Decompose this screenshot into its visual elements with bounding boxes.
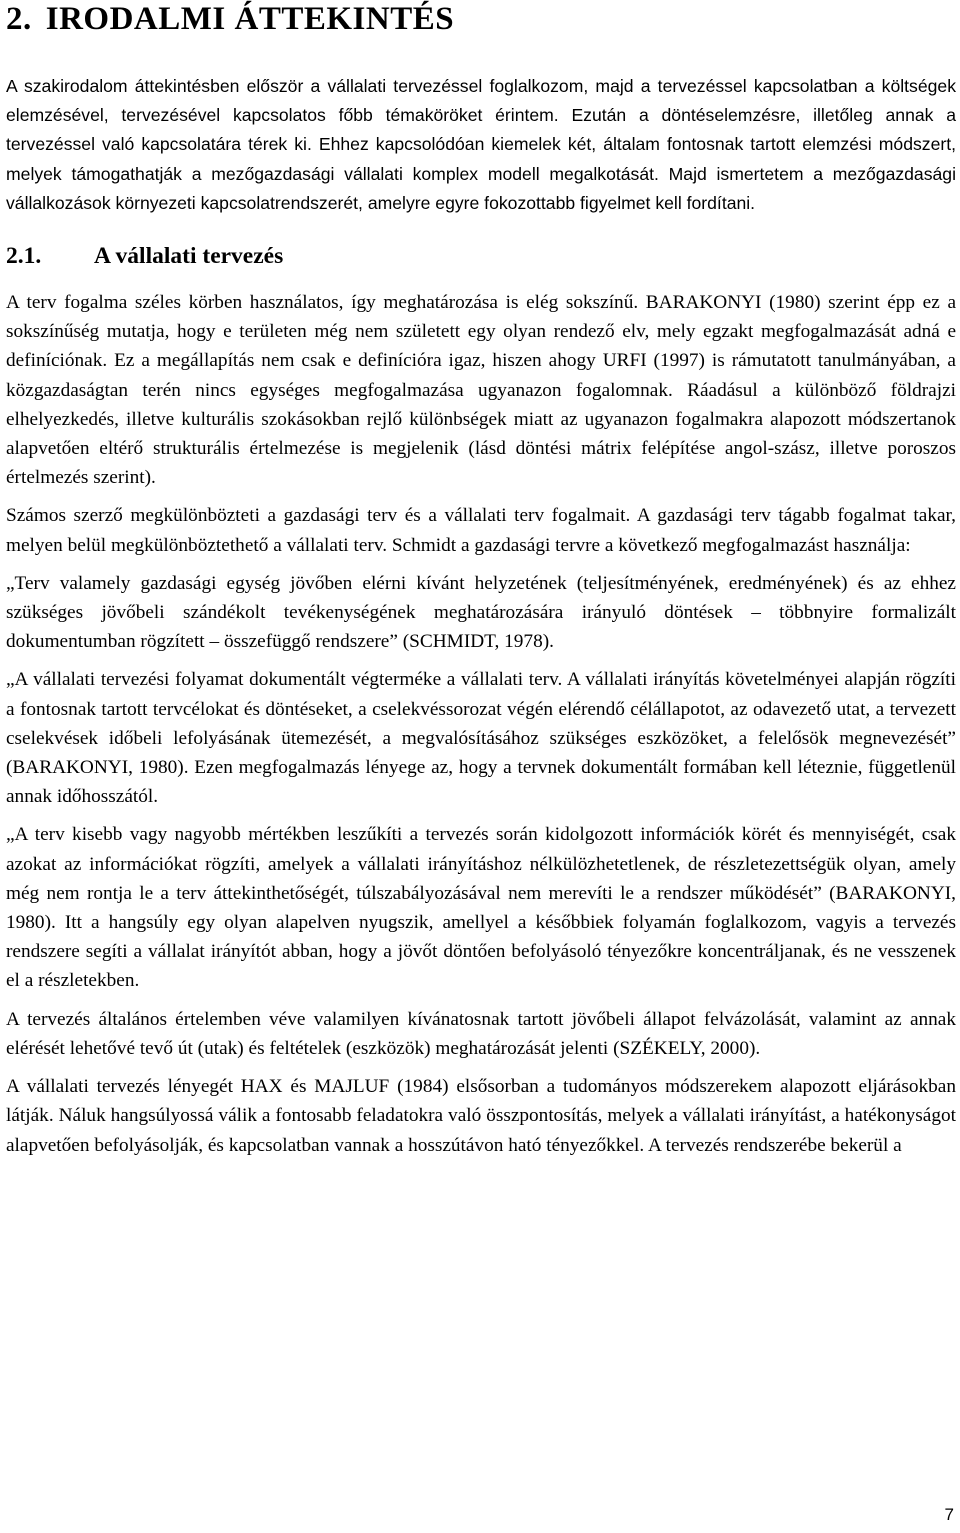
section-title <box>6 236 956 276</box>
intro-paragraph: A szakirodalom áttekintésben először a vállalati tervezéssel foglalkozom, majd a tervezéssel kapcsolatban a költségek elemzésével, tervezésével kapcsolatos főbb témaköröket érintem. Ezután a döntéselemzésre, illetőleg annak a tervezéssel való kapcsolatára térek ki. Ehhez kapcsolódóan kiemelek két, általam fontosnak tartott elemzési módszert, melyek támogathatják a mezőgazdasági vállalati komplex modell megalkotását. Majd ismertetem a mezőgazdasági vállalkozások környezeti kapcsolatrendszerét, amelyre egyre fokozottabb figyelmet kell fordítani. <box>6 76 956 213</box>
quote-paragraph: „Terv valamely gazdasági egység jövőben elérni kívánt helyzetének (teljesítményének, eredményének) és az ehhez szükséges jövőbeli szándékolt tevékenységének meghatározására irányuló döntések – többnyire formalizált dokumentumban rögzített – összefüggő rendszere” (SCHMIDT, 1978). <box>6 572 956 653</box>
document-page <box>6 0 956 1160</box>
chapter-number: 2. <box>6 1 32 37</box>
body-paragraph: A tervezés általános értelemben véve valamilyen kívánatosnak tartott jövőbeli állapot felvázolását, valamint az annak elérését lehetővé tevő út (utak) és feltételek (eszközök) meghatározását jelenti (SZÉKELY, 2000). <box>6 1008 956 1059</box>
section-title-text: A vállalati tervezés <box>94 243 284 270</box>
page-number: 7 <box>944 1505 954 1524</box>
body-paragraph: Számos szerző megkülönbözteti a gazdasági terv és a vállalati terv fogalmait. A gazdasági terv tágabb fogalmat takar, melyen belül megkülönböztethető a vállalati terv. Schmidt a gazdasági tervre a következő megfogalmazást használja: <box>6 505 956 556</box>
body-paragraph: A terv fogalma széles körben használatos, így meghatározása is elég sokszínű. BARAKONYI (1980) szerint épp ez a sokszínűség mutatja, hogy e területen még nem született egy olyan rendező elv, mely egzakt megfogalmazását adná e definíciónak. Ez a megállapítás nem csak e definícióra igaz, hiszen ahogy URFI (1997) is rámutatott tanulmányában, a közgazdaságtan terén nincs egységes megfogalmazása ugyanazon fogalomnak. Ráadásul a különböző földrajzi elhelyezkedés, illetve kulturális szokásokban rejlő különbségek miatt az ugyanazon fogalmakra alapozott módszertanok alapvetően eltérő strukturális értelmezése is megjelenik (lásd döntési mátrix felépítése angol-szász, illetve poroszos értelmezés szerint). <box>6 292 956 489</box>
chapter-title-text: IRODALMI ÁTTEKINTÉS <box>45 1 455 37</box>
quote-paragraph: „A vállalati tervezési folyamat dokumentált végterméke a vállalati terv. A vállalati irányítás követelményei alapján rögzíti a fontosnak tartott tervcélokat és döntéseket, a cselekvéssorozat végén elérendő célállapotot, az odavezető utat, a tervezett cselekvések időbeli lefolyásának ütemezését, a megvalósításához szükséges eszközöket, a felelősök megnevezését” (BARAKONYI, 1980). Ezen megfogalmazás lényege az, hogy a tervnek dokumentált formában kell léteznie, függetlenül annak időhosszától. <box>6 669 956 808</box>
quote-paragraph: „A terv kisebb vagy nagyobb mértékben leszűkíti a tervezés során kidolgozott információk körét és mennyiségét, csak azokat az információkat rögzíti, amelyek a vállalati irányításhoz nélkülözhetetlenek, de részletezettségük olyan, amely még nem rontja le a terv áttekinthetőségét, túlszabályozásával nem merevíti le a rendszer működését” (BARAKONYI, 1980). Itt a hangsúly egy olyan alapelven nyugszik, amellyel a későbbiek folyamán foglalkozom, vagyis a tervezés rendszere segíti a vállalat irányítót abban, hogy a jövőt döntően befolyásoló tényezőkre koncentráljanak, és ne vesszenek el a részletekben. <box>6 824 956 992</box>
section-number: 2.1. <box>6 243 42 270</box>
chapter-title <box>6 0 956 38</box>
body-paragraph: A vállalati tervezés lényegét HAX és MAJLUF (1984) elsősorban a tudományos módszerekem alapozott eljárásokban látják. Náluk hangsúlyossá válik a fontosabb feladatokra való összpontosítás, melyek a vállalati irányítást, a hatékonyságot alapvetően befolyásolják, és kapcsolatban vannak a hosszútávon ható tényezőkkel. A tervezés rendszerébe bekerül a <box>6 1076 956 1156</box>
